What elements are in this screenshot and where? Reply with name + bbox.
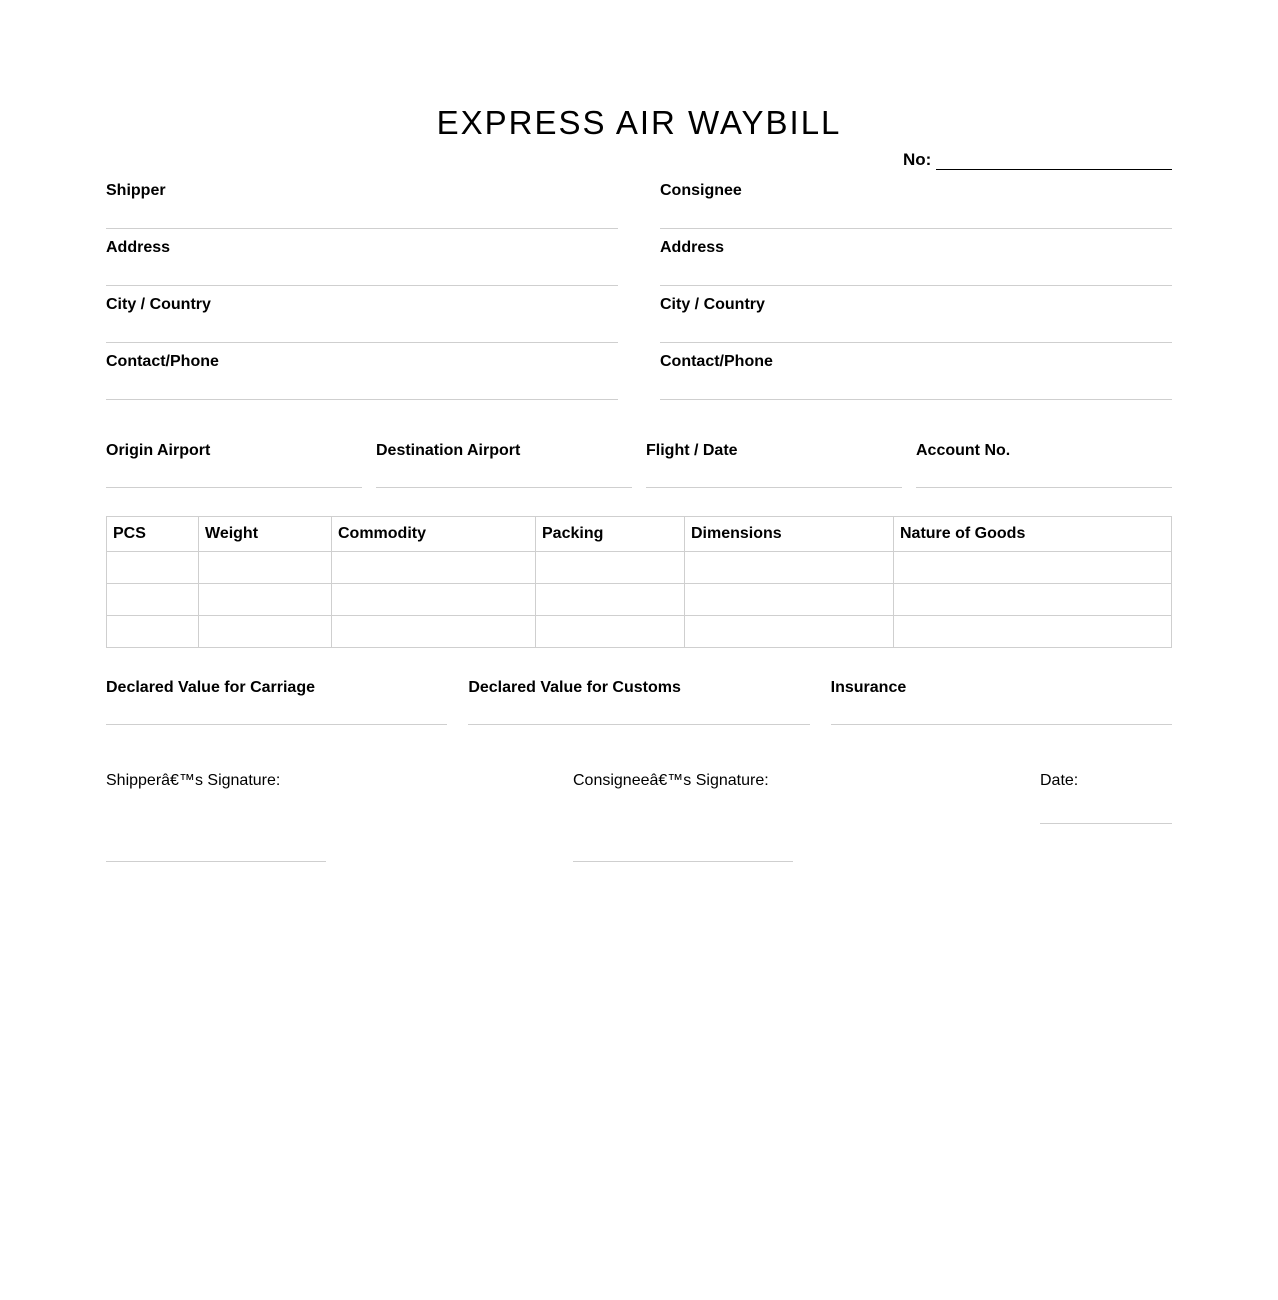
flight-date-field[interactable]: [646, 432, 902, 488]
waybill-number-field[interactable]: [936, 152, 1172, 170]
field-label: Account No.: [916, 442, 1011, 459]
consignee-signature-line[interactable]: [573, 790, 793, 862]
table-cell[interactable]: [536, 584, 685, 616]
table-row: [107, 584, 1172, 616]
consignee-contact-phone-field[interactable]: [660, 343, 1172, 400]
declared-value-customs-field[interactable]: [468, 669, 809, 725]
table-cell[interactable]: [894, 552, 1172, 584]
waybill-number-label: No:: [903, 150, 932, 169]
waybill-number: [903, 150, 1172, 170]
field-label: Origin Airport: [106, 442, 211, 459]
column-header-packing: Packing: [536, 517, 685, 552]
declared-value-carriage-field[interactable]: [106, 669, 447, 725]
routing-section: [106, 432, 1172, 488]
column-header-dimensions: Dimensions: [685, 517, 894, 552]
field-label: Insurance: [830, 679, 907, 696]
field-label: Contact/Phone: [106, 353, 219, 370]
table-cell[interactable]: [685, 552, 894, 584]
table-cell[interactable]: [199, 584, 332, 616]
origin-airport-field[interactable]: [106, 432, 362, 488]
table-cell[interactable]: [199, 552, 332, 584]
field-label: Contact/Phone: [660, 353, 773, 370]
table-cell[interactable]: [894, 584, 1172, 616]
field-label: City / Country: [660, 296, 765, 313]
field-label: Declared Value for Customs: [468, 679, 681, 696]
cargo-table: [106, 516, 1172, 648]
table-cell[interactable]: [685, 584, 894, 616]
field-label: Destination Airport: [376, 442, 521, 459]
column-header-pcs: PCS: [107, 517, 199, 552]
table-cell[interactable]: [107, 616, 199, 648]
table-cell[interactable]: [332, 584, 536, 616]
table-cell[interactable]: [199, 616, 332, 648]
field-label: Address: [660, 239, 725, 256]
table-cell[interactable]: [107, 584, 199, 616]
column-header-commodity: Commodity: [332, 517, 536, 552]
shipper-address-field[interactable]: [106, 229, 618, 286]
table-cell[interactable]: [685, 616, 894, 648]
shipper-signature-line[interactable]: [106, 790, 326, 862]
date-line[interactable]: [1040, 790, 1172, 824]
table-cell[interactable]: [536, 616, 685, 648]
destination-airport-field[interactable]: [376, 432, 632, 488]
shipper-signature-block: [106, 772, 326, 862]
table-cell[interactable]: [332, 552, 536, 584]
field-label: Address: [106, 239, 171, 256]
shipper-city-country-field[interactable]: [106, 286, 618, 343]
field-label: Declared Value for Carriage: [106, 679, 315, 696]
shipper-signature-label: Shipperâ€™s Signature:: [106, 772, 281, 789]
table-cell[interactable]: [536, 552, 685, 584]
table-cell[interactable]: [332, 616, 536, 648]
shipper-contact-phone-field[interactable]: [106, 343, 618, 400]
consignee-section: [660, 172, 1172, 400]
account-number-field[interactable]: [916, 432, 1172, 488]
field-label: City / Country: [106, 296, 211, 313]
table-row: [107, 552, 1172, 584]
shipper-name-field[interactable]: [106, 172, 618, 229]
table-cell[interactable]: [894, 616, 1172, 648]
consignee-name-field[interactable]: [660, 172, 1172, 229]
consignee-city-country-field[interactable]: [660, 286, 1172, 343]
date-block: [1040, 772, 1172, 824]
column-header-weight: Weight: [199, 517, 332, 552]
date-label: Date:: [1040, 772, 1079, 789]
consignee-signature-label: Consigneeâ€™s Signature:: [573, 772, 769, 789]
field-label: Shipper: [106, 182, 166, 199]
insurance-field[interactable]: [831, 669, 1172, 725]
column-header-nature-of-goods: Nature of Goods: [894, 517, 1172, 552]
table-row: [107, 616, 1172, 648]
field-label: Consignee: [660, 182, 742, 199]
table-header-row: [107, 517, 1172, 552]
table-cell[interactable]: [107, 552, 199, 584]
consignee-signature-block: [573, 772, 793, 862]
field-label: Flight / Date: [646, 442, 738, 459]
document-title: EXPRESS AIR WAYBILL: [436, 104, 842, 141]
shipper-section: [106, 172, 618, 400]
consignee-address-field[interactable]: [660, 229, 1172, 286]
declared-values-section: [106, 669, 1172, 725]
